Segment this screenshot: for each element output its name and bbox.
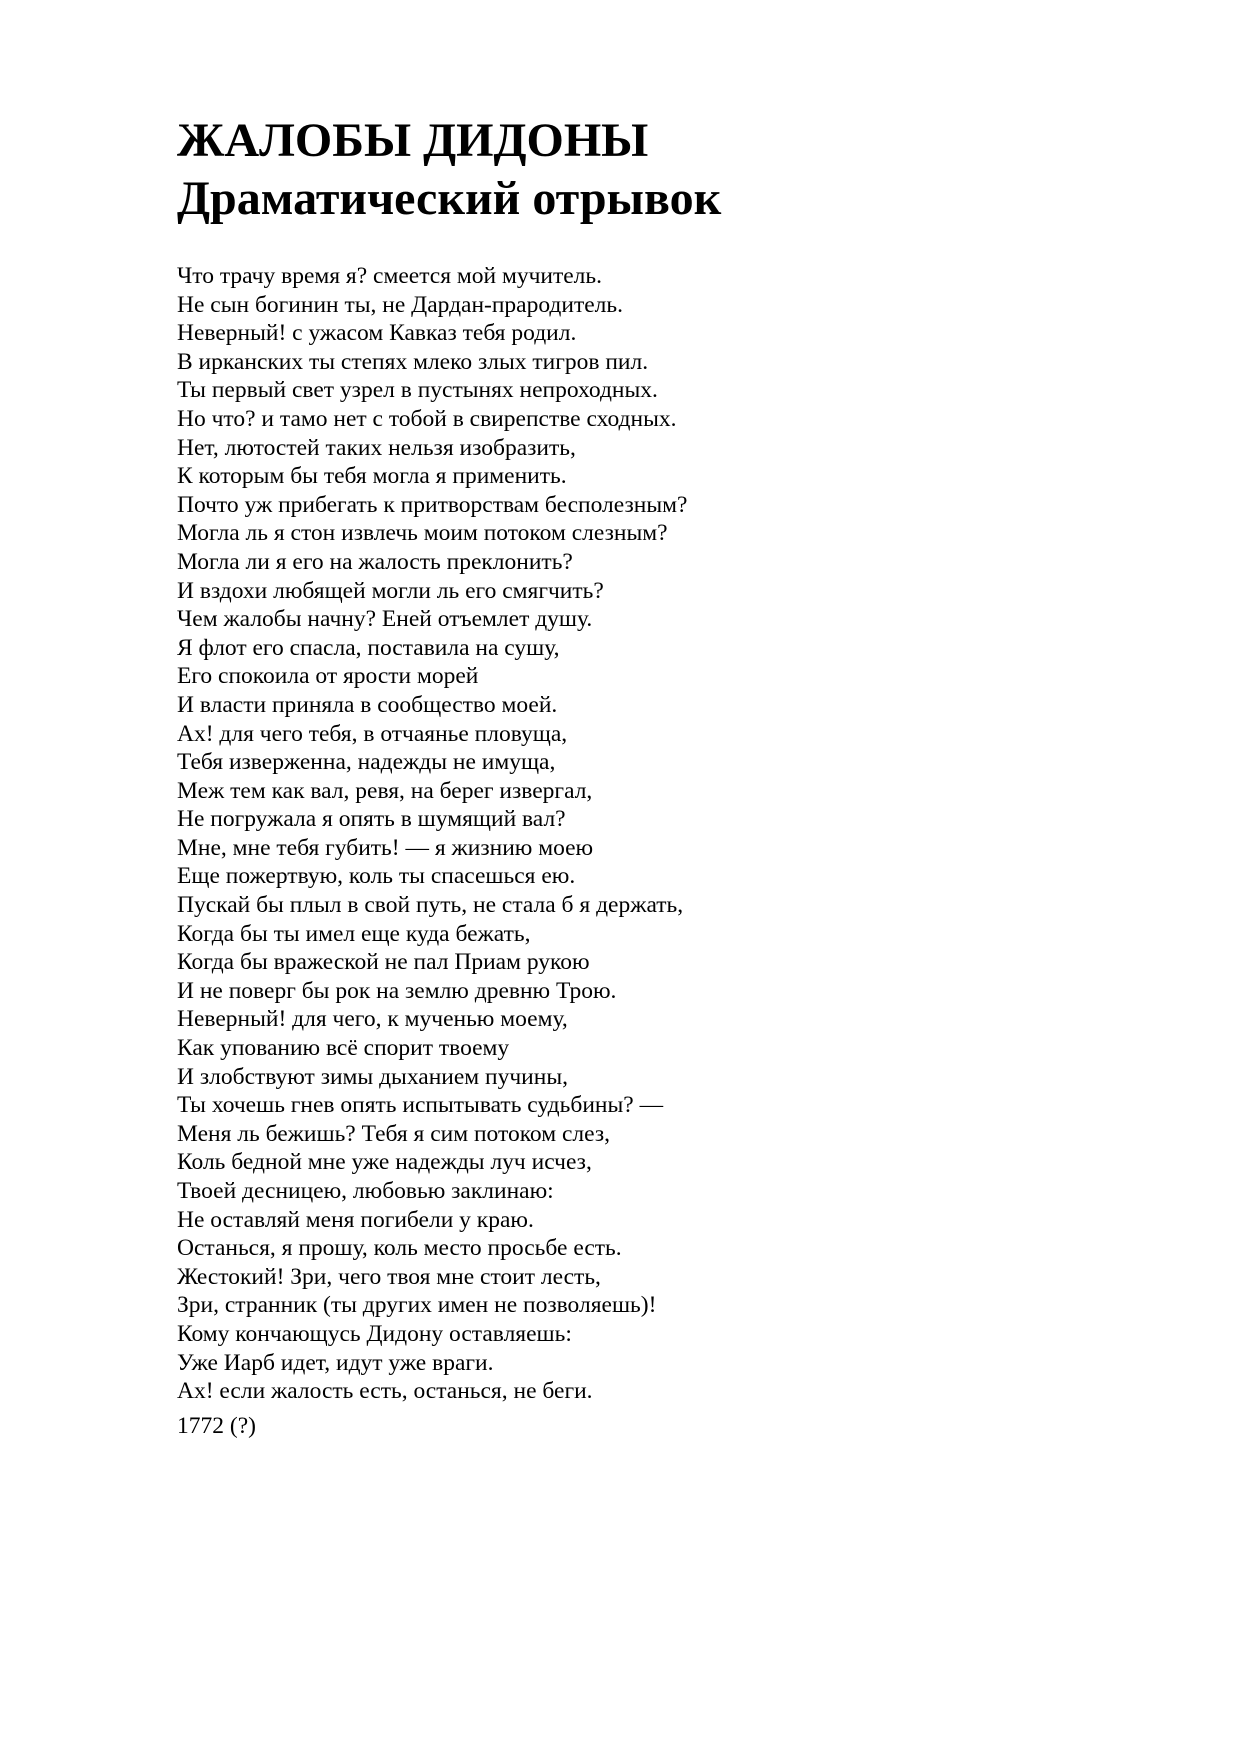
poem-line: Как упованию всё спорит твоему [177,1035,510,1062]
poem-line: Его спокоила от ярости морей [177,663,479,690]
poem-line: И злобствуют зимы дыханием пучины, [177,1063,568,1090]
poem-line: Жестокий! Зри, чего твоя мне стоит лесть, [177,1263,601,1290]
poem-line: Чем жалобы начну? Еней отъемлет душу. [177,606,593,633]
poem-line: Останься, я прошу, коль место просьбе есть. [177,1235,622,1262]
poem-line: Пускай бы плыл в свой путь, не стала б я держать, [177,892,684,919]
poem-line: Мне, мне тебя губить! — я жизнию моею [177,834,594,861]
poem-line: Ах! если жалость есть, останься, не беги. [177,1378,593,1405]
poem-line: И не поверг бы рок на землю древню Трою. [177,977,617,1004]
title-block [177,112,721,228]
poem-title: ЖАЛОБЫ ДИДОНЫ [177,114,649,167]
poem-line: В ирканских ты степях млеко злых тигров пил. [177,348,649,375]
poem-date: 1772 (?) [177,1413,256,1439]
poem-line: Ах! для чего тебя, в отчаянье пловуща, [177,720,568,747]
poem-line: Не оставляй меня погибели у краю. [177,1206,534,1233]
poem-line: Не сын богинин ты, не Дардан-прародитель. [177,291,623,318]
poem-line: Зри, странник (ты других имен не позволяешь)! [177,1292,657,1319]
poem-line: Кому кончающусь Дидону оставляешь: [177,1320,572,1347]
poem-line: Ты первый свет узрел в пустынях непроходных. [177,377,658,404]
poem-line: К которым бы тебя могла я применить. [177,463,567,490]
poem-line: Когда бы вражеской не пал Приам рукою [177,949,590,976]
poem-line: Не погружала я опять в шумящий вал? [177,806,566,833]
poem-line: Неверный! с ужасом Кавказ тебя родил. [177,320,577,347]
poem-line: Неверный! для чего, к мученью моему, [177,1006,568,1033]
poem-line: Нет, лютостей таких нельзя изобразить, [177,434,576,461]
poem-line: Коль бедной мне уже надежды луч исчез, [177,1149,592,1176]
poem-line: Твоей десницею, любовью заклинаю: [177,1178,554,1204]
poem-line: Еще пожертвую, коль ты спасешься ею. [177,863,576,890]
poem-line: Почто уж прибегать к притворствам бесполезным? [177,491,688,518]
poem-subtitle: Драматический отрывок [177,172,722,225]
poem-line: Когда бы ты имел еще куда бежать, [177,920,531,947]
poem-line: Что трачу время я? смеется мой мучитель. [177,263,602,289]
poem-line: Меж тем как вал, ревя, на берег извергал, [177,777,593,804]
poem-line: Уже Иарб идет, идут уже враги. [177,1349,494,1376]
poem-line: Могла ли я его на жалость преклонить? [177,548,573,575]
poem-line: Могла ль я стон извлечь моим потоком слезным? [177,520,668,547]
poem-line: Меня ль бежишь? Тебя я сим потоком слез, [177,1120,611,1147]
poem-line: И вздохи любящей могли ль его смягчить? [177,577,604,604]
poem-line: Я флот его спасла, поставила на сушу, [177,634,560,661]
poem-line: Но что? и тамо нет с тобой в свирепстве сходных. [177,405,677,432]
poem-line: Тебя изверженна, надежды не имуща, [177,749,556,776]
poem-line: И власти приняла в сообщество моей. [177,691,558,718]
poem-line: Ты хочешь гнев опять испытывать судьбины? — [177,1092,664,1119]
poem-body [177,262,687,1406]
